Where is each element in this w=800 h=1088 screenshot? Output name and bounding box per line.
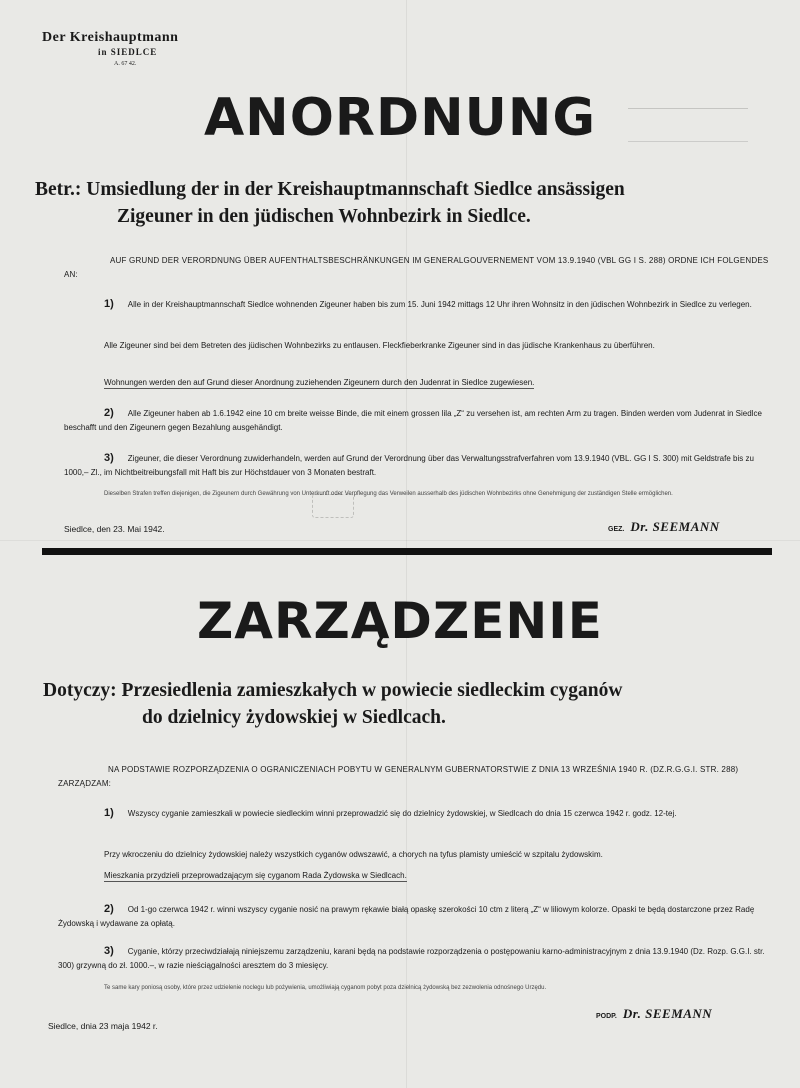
german-paragraph-3-number: 3)	[104, 452, 114, 464]
polish-paragraph-2-text: Od 1-go czerwca 1942 r. winni wszyscy cyganie nosić na prawym rękawie białą opaskę szerokości 10 ctm z literą „Z“ w liliowym kolorze. Opaski te będą dostarczone przez Radę Żydowską i wydawane za opłatą.	[58, 905, 755, 928]
polish-place-date: Siedlce, dnia 23 maja 1942 r.	[48, 1021, 158, 1031]
german-paragraph-1c	[104, 376, 770, 390]
polish-paragraph-3-number: 3)	[104, 945, 114, 957]
german-subject	[35, 176, 625, 230]
polish-intro: NA PODSTAWIE ROZPORZĄDZENIA O OGRANICZENIACH POBYTU W GENERALNYM GUBERNATORSTWIE Z DNIA 13 WRZEŚNIA 1940 R. (DZ.R.G.G.I. STR. 288) ZARZĄDZAM:	[58, 765, 739, 788]
german-paragraph-3b: Dieselben Strafen treffen diejenigen, die Zigeunern durch Gewährung von Unterkunft oder Verpflegung das Verweilen ausserhalb des jüdischen Wohnbezirks ohne Genehmigung der zuständigen Stelle ermöglichen.	[104, 491, 673, 497]
polish-signature-name: Dr. SEEMANN	[622, 1006, 713, 1021]
german-signature-prefix: GEZ.	[608, 526, 625, 533]
issuer-reference: A. 67 42.	[114, 61, 137, 67]
german-paragraph-3	[64, 451, 770, 480]
polish-paragraph-2-number: 2)	[104, 903, 114, 915]
german-headline: ANORDNUNG	[203, 88, 597, 148]
polish-paragraph-3	[58, 944, 770, 973]
section-divider	[42, 548, 772, 555]
polish-subject-line-2: do dzielnicy żydowskiej w Siedlcach.	[142, 707, 446, 728]
polish-signature-prefix: PODP.	[596, 1013, 617, 1020]
german-subject-line-2: Zigeuner in den jüdischen Wohnbezirk in Siedlce.	[117, 206, 531, 227]
polish-signature	[596, 1005, 712, 1023]
polish-subject-line-1: Dotyczy: Przesiedlenia zamieszkałych w powiecie siedleckim cyganów	[43, 680, 623, 701]
polish-subject	[43, 677, 622, 731]
issuer-block	[42, 30, 232, 67]
german-paragraph-1	[64, 297, 770, 312]
german-paragraph-2-text: Alle Zigeuner haben ab 1.6.1942 eine 10 cm breite weisse Binde, die mit einem grossen lila „Z“ zu versehen ist, am rechten Arm zu tragen. Binden werden vom Judenrat in Siedlce beschafft und den Zigeunern gegen Bezahlung ausgehändigt.	[64, 409, 762, 432]
german-paragraph-1-number: 1)	[104, 298, 114, 310]
german-paragraph-2	[64, 406, 770, 435]
german-intro: AUF GRUND DER VERORDNUNG ÜBER AUFENTHALTSBESCHRÄNKUNGEN IM GENERALGOUVERNEMENT VOM 13.9.1940 (VBL GG I S. 288) ORDNE ICH FOLGENDES AN:	[64, 256, 769, 279]
german-paragraph-2-number: 2)	[104, 407, 114, 419]
german-signature-name: Dr. SEEMANN	[630, 519, 720, 534]
polish-paragraph-3-text: Cyganie, którzy przeciwdziałają niniejszemu zarządzeniu, karani będą na podstawie rozporządzenia o postępowaniu karno-administracyjnym z dnia 13.9.1940 (Dz. Rozp. G.G.I. str. 300) grzywną do zł. 1000.–, w razie nieściągalności aresztem do 3 miesięcy.	[58, 947, 765, 970]
polish-paragraph-3b: Te same kary poniosą osoby, które przez udzielenie noclegu lub pożywienia, umożliwiają cyganom pobyt poza dzielnicą żydowską bez zezwolenia odnośnego Urzędu.	[104, 985, 547, 991]
german-subject-line-1: Betr.: Umsiedlung der in der Kreishauptmannschaft Siedlce ansässigen	[35, 179, 625, 200]
round-stamp-mark	[312, 494, 354, 518]
german-paragraph-1b: Alle Zigeuner sind bei dem Betreten des jüdischen Wohnbezirks zu entlausen. Fleckfieberkranke Zigeuner sind in das jüdische Krankenhaus zu überführen.	[104, 341, 655, 350]
polish-paragraph-1c-text: Mieszkania przydzieli przeprowadzającym się cyganom Rada Żydowska w Siedlcach.	[104, 871, 407, 880]
polish-paragraph-1c	[104, 869, 770, 883]
german-signature	[608, 518, 720, 536]
polish-paragraph-1-text: Wszyscy cyganie zamieszkali w powiecie siedleckim winni przeprowadzić się do dzielnicy żydowskiej, w Siedlcach do dnia 15 czerwca 1942 r. godz. 12-tej.	[127, 809, 677, 818]
polish-paragraph-1	[58, 806, 770, 821]
polish-paragraph-1b: Przy wkroczeniu do dzielnicy żydowskiej należy wszystkich cyganów odwszawić, a chorych na tyfus plamisty umieścić w szpitalu żydowskim.	[104, 850, 603, 859]
fold-line-horizontal	[0, 540, 800, 541]
issuer-location: in SIEDLCE	[98, 47, 158, 57]
polish-paragraph-1-number: 1)	[104, 807, 114, 819]
german-paragraph-1-text: Alle in der Kreishauptmannschaft Siedlce wohnenden Zigeuner haben bis zum 15. Juni 1942 mittags 12 Uhr ihren Wohnsitz in den jüdischen Wohnbezirk in Siedlce zu verlegen.	[127, 300, 752, 309]
german-paragraph-3-text: Zigeuner, die dieser Verordnung zuwiderhandeln, werden auf Grund der Verordnung über das Verwaltungsstrafverfahren vom 13.9.1940 (VBL. GG I S. 300) mit Geldstrafe bis zu 1000,– Zl., im Nichtbeitreibungsfall mit Haft bis zur Höchstdauer von 3 Monaten bestraft.	[64, 454, 754, 477]
german-place-date: Siedlce, den 23. Mai 1942.	[64, 524, 165, 534]
polish-headline: ZARZĄDZENIE	[197, 592, 603, 650]
polish-paragraph-2	[58, 902, 770, 931]
german-paragraph-1c-text: Wohnungen werden den auf Grund dieser Anordnung zuziehenden Zigeunern durch den Judenrat in Siedlce zugewiesen.	[104, 378, 535, 387]
issuer-title: Der Kreishauptmann	[42, 30, 179, 45]
